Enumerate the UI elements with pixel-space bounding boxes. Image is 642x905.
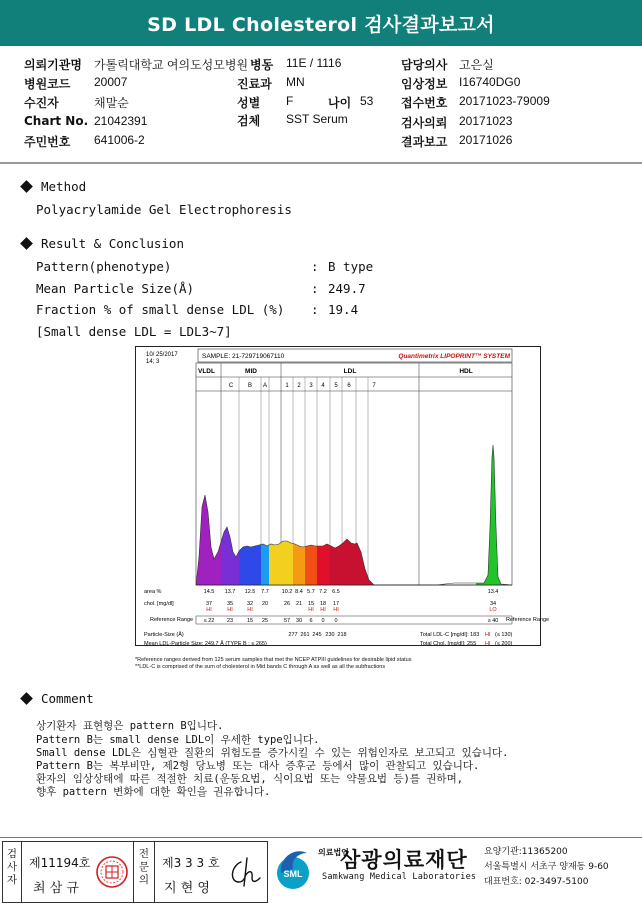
comment-line: 환자의 임상상태에 따른 적절한 치료(운동요법, 식이요법 또는 약물요법 등)를 권하며, — [36, 773, 464, 785]
divider — [133, 842, 134, 902]
clinical-label: 임상정보 — [401, 77, 448, 91]
particle-size-value: 230 — [325, 632, 335, 638]
result-value-fraction: 19.4 — [328, 302, 359, 317]
specialist-label: 전문의 — [138, 848, 150, 886]
comment-heading — [20, 691, 94, 706]
chol-flag: HI — [320, 607, 326, 613]
size-row-label: Particle-Size (Å) — [144, 632, 184, 638]
chart-date: 10/ 25/2017 — [146, 352, 178, 358]
area-value: 5.7 — [307, 589, 315, 595]
ref-value: 0 — [321, 618, 325, 624]
chol-value: 17 — [332, 601, 340, 607]
result-heading-text: Result & Conclusion — [41, 236, 184, 251]
sex-label: 성별 — [237, 96, 261, 110]
group-label-ldl: LDL — [343, 368, 357, 375]
particle-size-value: 277 — [288, 632, 298, 638]
ref-value: ≤ 22 — [203, 618, 215, 624]
band-area-ldl-3 — [305, 545, 317, 585]
chol-flag: HI — [333, 607, 339, 613]
chart-sample-label: SAMPLE: 21-729719067110 — [202, 353, 285, 360]
chol-value: 37 — [205, 601, 213, 607]
examiner-seal-icon — [95, 855, 129, 889]
comment-line: 향후 pattern 변화에 대한 확인을 권유합니다. — [36, 786, 271, 798]
particle-size-value: 218 — [337, 632, 347, 638]
comment-line: 상기환자 표현형은 pattern B입니다. — [36, 720, 224, 732]
total-ldl-label: Total LDL-C [mg/dl]: 183 — [420, 632, 480, 638]
area-row-label: area % — [144, 589, 162, 595]
id-label: 주민번호 — [24, 135, 71, 149]
chol-value: 15 — [307, 601, 315, 607]
examiner-label: 검사자 — [6, 848, 18, 886]
org-english-name: Samkwang Medical Laboratories — [322, 872, 477, 882]
comment-line: Small dense LDL은 심혈관 질환의 위험도를 증가시킬 수 있는 위험인자로 보고되고 있습니다. — [36, 747, 509, 759]
band-area-ldl-1b — [281, 541, 293, 585]
id-value: 641006-2 — [94, 133, 145, 147]
result-label-pattern: Pattern(phenotype) — [36, 259, 172, 274]
chol-flag: LO — [489, 607, 497, 613]
band-area-mid-a — [261, 544, 269, 585]
area-value: 12.5 — [244, 589, 256, 595]
chart-sample-no: 14; 3 — [146, 359, 160, 365]
org-prefix: 의료법인 — [318, 848, 349, 857]
ref-row-label-right: Reference Range — [506, 617, 550, 623]
diamond-bullet-icon — [20, 180, 33, 193]
band-area-ldl-5 — [330, 539, 357, 585]
band-label-B: B — [247, 383, 253, 389]
divider — [21, 842, 22, 902]
hospcode-label: 병원코드 — [24, 77, 71, 91]
sml-logo-icon — [271, 845, 315, 891]
result-label-size: Mean Particle Size(Å) — [36, 281, 195, 296]
result-sep-size: : — [311, 281, 319, 296]
chol-flag: HI — [206, 607, 212, 613]
specialist-signature-icon — [225, 852, 265, 892]
chol-value: 21 — [295, 601, 303, 607]
dept-value: MN — [286, 75, 305, 89]
chol-value: 34 — [489, 601, 497, 607]
chol-row-label: chol. [mg/dl] — [144, 601, 174, 607]
result-sep-fraction: : — [311, 302, 319, 317]
report-date-label: 결과보고 — [401, 135, 448, 149]
method-heading-text: Method — [41, 179, 87, 194]
chol-value: 35 — [226, 601, 234, 607]
total-chol-ref: (≤ 200) — [495, 641, 513, 647]
area-value: 7.7 — [261, 589, 269, 595]
examiner-license-no: 제11194호 — [29, 856, 91, 870]
report-title-bar — [0, 0, 642, 46]
chol-value: 26 — [283, 601, 291, 607]
area-value: 13.7 — [224, 589, 236, 595]
band-label-3: 3 — [309, 383, 313, 389]
comment-line: Pattern B는 복부비만, 제2형 당뇨병 또는 대사 증후군 등에서 많이 관찰되고 있습니다. — [36, 760, 480, 772]
diamond-bullet-icon — [20, 237, 33, 250]
area-value: 8.4 — [295, 589, 303, 595]
band-label-C: C — [228, 383, 234, 389]
ref-value: 57 — [283, 618, 291, 624]
age-value: 53 — [360, 94, 374, 108]
institution-code: 요양기관:11365200 — [484, 847, 568, 857]
ref-value: ≥ 40 — [487, 618, 499, 624]
ward-label: 병동 — [250, 58, 274, 72]
area-value: 13.4 — [487, 589, 499, 595]
chart-no-value: 21042391 — [94, 114, 148, 128]
specimen-label: 검체 — [237, 114, 261, 128]
result-label-fraction: Fraction % of small dense LDL (%) — [36, 302, 285, 317]
band-label-5: 5 — [334, 383, 338, 389]
hospcode-value: 20007 — [94, 75, 128, 89]
band-label-7: 7 — [372, 383, 376, 389]
band-label-2: 2 — [297, 383, 301, 389]
patient-info-panel — [0, 50, 642, 164]
total-chol-label: Total Chol. [mg/dl]: 255 — [420, 641, 477, 647]
band-label-A: A — [262, 383, 268, 389]
chol-value: 20 — [261, 601, 269, 607]
request-label: 검사의뢰 — [401, 116, 448, 130]
ref-value: 23 — [226, 618, 234, 624]
chart-brand: Quantimetrix LIPOPRINT™ SYSTEM — [398, 353, 510, 360]
band-area-ldl-1a — [269, 543, 281, 586]
sml-logo-text: SML — [283, 869, 303, 879]
ref-row-label — [150, 617, 193, 623]
result-value-size: 249.7 — [328, 281, 366, 296]
org-address: 서울특별시 서초구 양재동 9-60 — [484, 862, 609, 872]
chol-value: 32 — [246, 601, 254, 607]
band-area-ldl-4 — [317, 544, 330, 585]
area-value: 14.5 — [203, 589, 215, 595]
org-name: 삼광의료재단 — [340, 848, 468, 872]
dept-label: 진료과 — [237, 77, 272, 91]
chart-no-label: Chart No. — [24, 114, 89, 128]
result-heading — [20, 236, 184, 251]
divider — [154, 842, 155, 902]
chart-footnote-2: **LDL-C is comprised of the sum of cholesterol in Mid bands C through A as well as all the subfractions — [135, 664, 386, 670]
band-label-6: 6 — [347, 383, 351, 389]
org-phone: 대표번호: 02-3497-5100 — [484, 877, 589, 887]
mean-size-text: Mean LDL-Particle Size: 249.7 Å (TYPE B ; ≤ 265) — [144, 641, 267, 647]
examiner-name: 최 삼 규 — [33, 881, 79, 896]
band-area-hdl — [476, 445, 502, 585]
ref-row-box — [196, 616, 512, 624]
chart-footnote-1: *Reference ranges derived from 125 serum samples that met the NCEP ATPIII guidelines for desirable lipid status — [135, 657, 412, 663]
ref-value: 0 — [334, 618, 338, 624]
band-label-4: 4 — [321, 383, 325, 389]
area-value: 6.5 — [332, 589, 340, 595]
group-label-hdl: HDL — [459, 368, 473, 375]
sex-value: F — [286, 94, 294, 108]
ward-value: 11E / 1116 — [286, 56, 342, 70]
request-value: 20171023 — [459, 114, 513, 128]
band-label-1: 1 — [285, 383, 289, 389]
total-ldl-flag: HI — [485, 632, 491, 638]
chart-table — [144, 589, 549, 647]
table-cells — [204, 589, 499, 638]
ref-row-label-text: Reference Range — [150, 617, 194, 623]
band-labels — [229, 383, 377, 389]
institution-value: 가톨릭대학교 여의도성모병원 — [94, 58, 249, 72]
signature-box — [2, 841, 268, 903]
diamond-bullet-icon — [20, 692, 33, 705]
chol-value: 18 — [319, 601, 327, 607]
report-footer — [0, 837, 642, 905]
receipt-value: 20171023-79009 — [459, 94, 550, 108]
band-area-ldl-2 — [293, 544, 305, 586]
patient-value: 채말순 — [94, 96, 129, 110]
specialist-license-no: 제3 3 3 호 — [162, 856, 220, 870]
doctor-value: 고은실 — [459, 58, 494, 72]
chol-flag: HI — [247, 607, 253, 613]
report-title: SD LDL Cholesterol 검사결과보고서 — [147, 13, 495, 36]
group-label-mid: MID — [245, 368, 257, 375]
result-sep-pattern: : — [311, 259, 319, 274]
patient-label: 수진자 — [24, 96, 59, 110]
band-area-ldl-6 — [357, 543, 381, 585]
report-date-value: 20171026 — [459, 133, 513, 147]
ref-value: 6 — [309, 618, 313, 624]
comment-heading-text: Comment — [41, 691, 94, 706]
clinical-value: I16740DG0 — [459, 75, 521, 89]
receipt-label: 접수번호 — [401, 96, 448, 110]
group-label-vldl: VLDL — [198, 368, 215, 375]
particle-size-value: 245 — [312, 632, 322, 638]
result-note: [Small dense LDL = LDL3~7] — [36, 324, 232, 339]
chol-flag: HI — [308, 607, 314, 613]
area-value: 7.2 — [319, 589, 327, 595]
particle-size-value: 261 — [300, 632, 310, 638]
ref-value: 25 — [261, 618, 269, 624]
method-text: Polyacrylamide Gel Electrophoresis — [36, 202, 292, 217]
specimen-value: SST Serum — [286, 112, 348, 126]
mean-size-label — [144, 640, 267, 647]
band-area-mid-b — [239, 545, 261, 586]
total-ldl-ref: (≤ 130) — [495, 632, 513, 638]
doctor-label: 담당의사 — [401, 58, 448, 72]
ref-value: 30 — [295, 618, 303, 624]
chol-flag: HI — [227, 607, 233, 613]
band-areas — [196, 445, 502, 585]
ref-value: 15 — [246, 618, 254, 624]
area-value: 10.2 — [281, 589, 293, 595]
comment-line: Pattern B는 small dense LDL이 우세한 type입니다. — [36, 734, 320, 746]
lipoprint-chart — [135, 346, 550, 647]
result-value-pattern: B type — [328, 259, 374, 274]
institution-label: 의뢰기관명 — [24, 58, 82, 72]
specialist-name: 지 현 영 — [164, 881, 210, 896]
lipoprint-chart-svg — [136, 347, 550, 647]
age-label: 나이 — [328, 96, 352, 110]
method-heading — [20, 179, 86, 194]
total-chol-flag: HI — [485, 641, 491, 647]
